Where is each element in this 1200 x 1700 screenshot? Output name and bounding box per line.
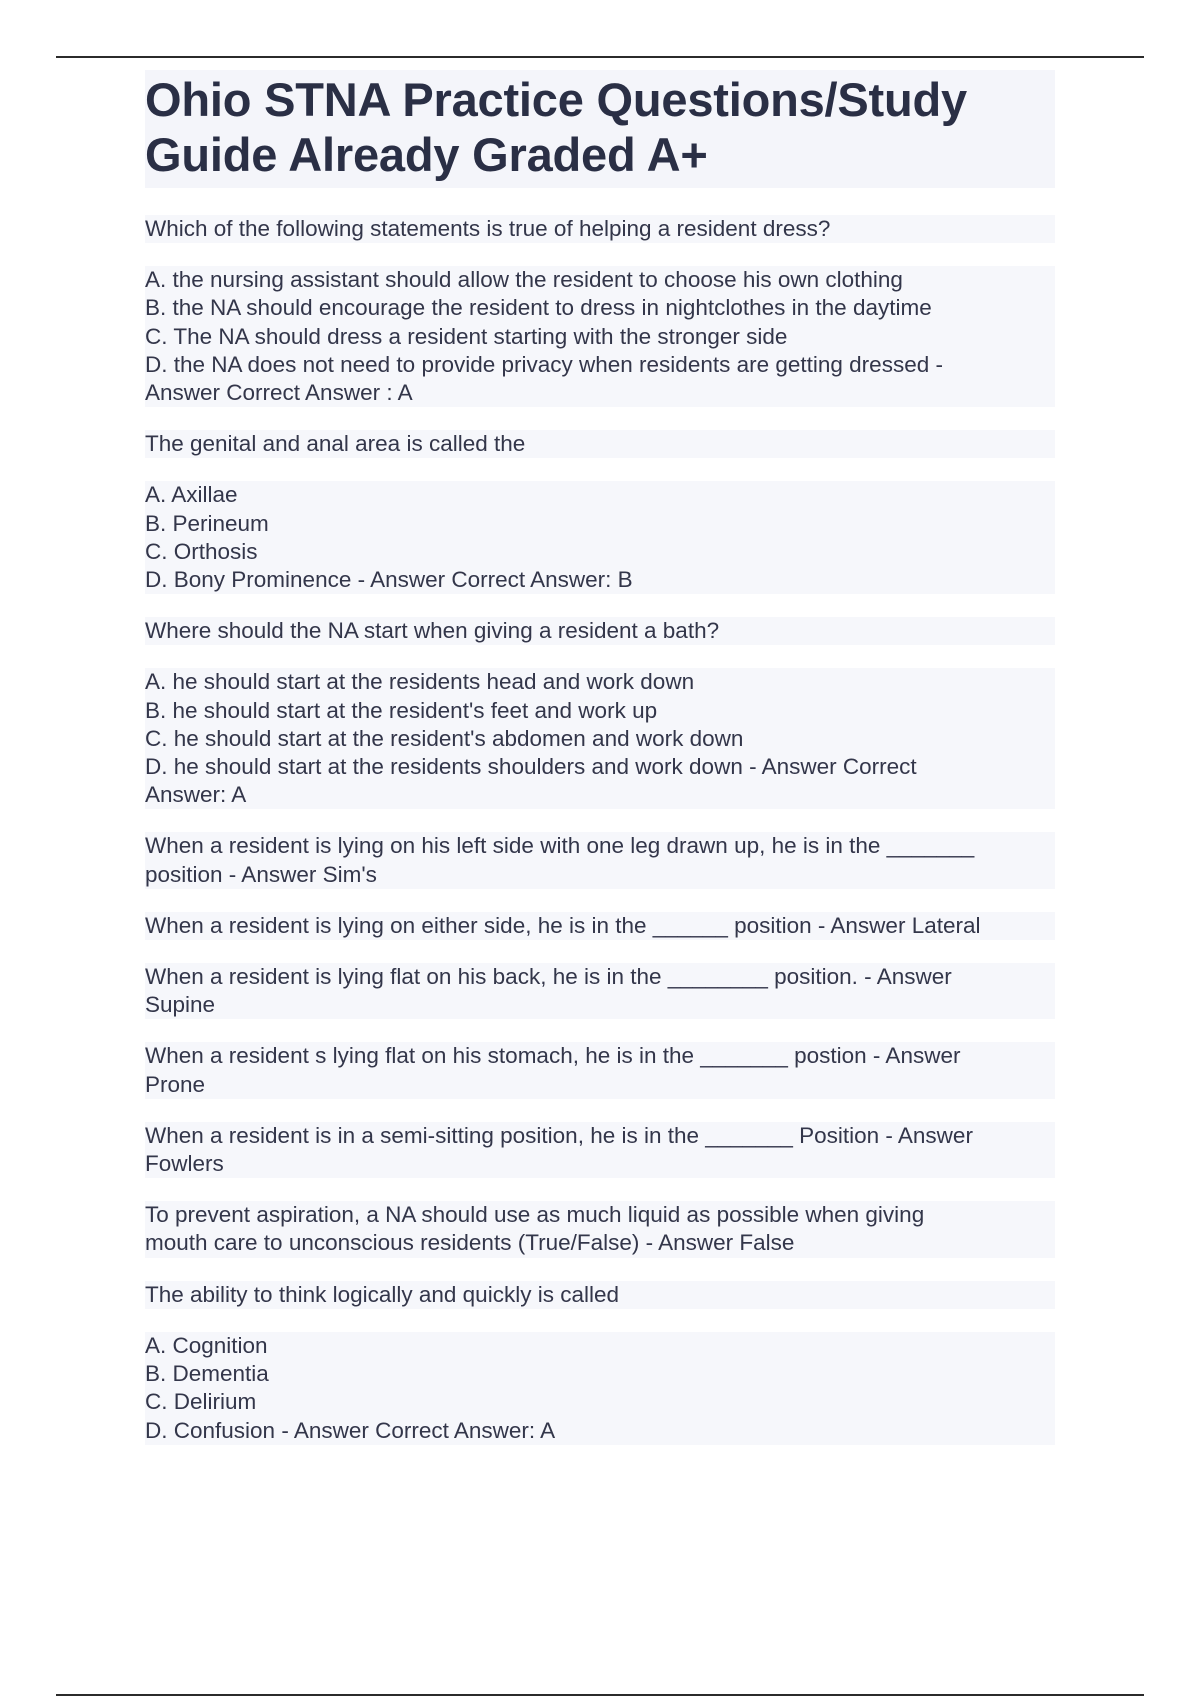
bottom-rule xyxy=(56,1694,1144,1696)
text-line: A. Axillae xyxy=(145,482,238,508)
text-line: D. Confusion - Answer Correct Answer: A xyxy=(145,1417,556,1443)
text-block xyxy=(145,430,1055,458)
text-line: The genital and anal area is called the xyxy=(145,431,526,457)
text-line: C. The NA should dress a resident starting with the stronger side xyxy=(145,323,788,349)
text-line: When a resident is lying on his left side with one leg drawn up, he is in the _______ xyxy=(145,833,975,859)
text-line: When a resident is in a semi-sitting position, he is in the _______ Position - Answer xyxy=(145,1122,973,1148)
text-line: D. Bony Prominence - Answer Correct Answer: B xyxy=(145,567,633,593)
text-block xyxy=(145,1042,1055,1098)
text-line: When a resident s lying flat on his stomach, he is in the _______ postion - Answer xyxy=(145,1043,961,1069)
text-line: D. the NA does not need to provide privacy when residents are getting dressed - xyxy=(145,351,943,377)
text-block xyxy=(145,1332,1055,1445)
text-line: The ability to think logically and quickly is called xyxy=(145,1281,619,1307)
text-line: position - Answer Sim's xyxy=(145,861,377,887)
text-line: When a resident is lying flat on his back, he is in the ________ position. - Answer xyxy=(145,964,952,990)
document-title: Ohio STNA Practice Questions/Study Guide Already Graded A+ xyxy=(145,70,1055,188)
text-line: Answer Correct Answer : A xyxy=(145,380,413,406)
text-block xyxy=(145,266,1055,407)
text-block xyxy=(145,668,1055,809)
text-line: A. he should start at the residents head and work down xyxy=(145,669,695,695)
text-line: B. he should start at the resident's feet and work up xyxy=(145,697,658,723)
text-block xyxy=(145,617,1055,645)
text-block xyxy=(145,215,1055,243)
text-line: Answer: A xyxy=(145,782,247,808)
text-line: A. Cognition xyxy=(145,1332,268,1358)
text-line: Which of the following statements is true of helping a resident dress? xyxy=(145,216,831,241)
text-block xyxy=(145,1281,1055,1309)
text-block xyxy=(145,912,1055,940)
text-line: B. the NA should encourage the resident to dress in nightclothes in the daytime xyxy=(145,295,932,321)
text-line: Where should the NA start when giving a resident a bath? xyxy=(145,618,720,644)
top-rule xyxy=(56,56,1144,58)
text-block xyxy=(145,963,1055,1019)
text-line: B. Perineum xyxy=(145,510,269,536)
text-line: Supine xyxy=(145,992,216,1018)
text-block xyxy=(145,832,1055,888)
text-line: To prevent aspiration, a NA should use as much liquid as possible when giving xyxy=(145,1202,925,1228)
text-line: D. he should start at the residents shoulders and work down - Answer Correct xyxy=(145,754,917,780)
text-block xyxy=(145,1201,1055,1257)
text-block xyxy=(145,1122,1055,1178)
question-list xyxy=(145,215,1055,1445)
text-line: Prone xyxy=(145,1071,206,1097)
text-line: B. Dementia xyxy=(145,1361,269,1387)
document-body xyxy=(145,70,1055,1445)
text-line: Fowlers xyxy=(145,1151,224,1177)
text-block xyxy=(145,481,1055,594)
text-line: C. Delirium xyxy=(145,1389,257,1415)
text-line: When a resident is lying on either side, he is in the ______ position - Answer Lateral xyxy=(145,912,981,938)
text-line: C. Orthosis xyxy=(145,538,258,564)
text-line: A. the nursing assistant should allow the resident to choose his own clothing xyxy=(145,267,903,293)
text-line: C. he should start at the resident's abdomen and work down xyxy=(145,725,744,751)
text-line: mouth care to unconscious residents (True/False) - Answer False xyxy=(145,1230,795,1256)
